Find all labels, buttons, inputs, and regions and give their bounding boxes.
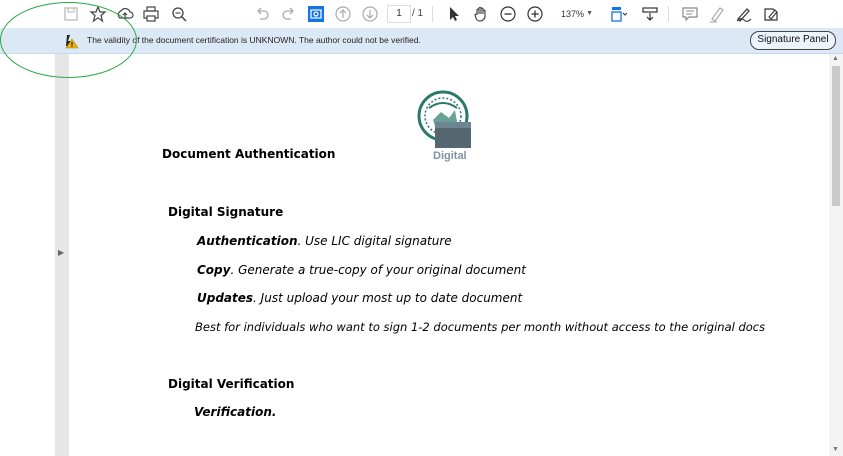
zoom-level-select[interactable] [553,5,597,21]
expand-panel-icon[interactable]: ▶ [58,248,65,257]
document-title: Document Authentication [162,147,336,161]
audience-note: Best for individuals who want to sign 1-2 documents per month without access to the original docs [195,320,766,334]
item-lead: Authentication [197,234,298,248]
zoom-out-icon[interactable] [498,4,518,24]
comment-icon[interactable] [680,4,700,24]
scrollbar-thumb[interactable] [832,66,840,206]
sign-icon[interactable] [734,4,754,24]
signature-panel-button[interactable]: Signature Panel [750,31,836,50]
list-item [197,291,522,305]
print-icon[interactable] [141,4,161,24]
hand-icon[interactable] [471,4,491,24]
top-toolbar [0,0,843,28]
certification-warning-icon [62,31,82,51]
left-gutter [0,54,55,456]
zoom-in-icon[interactable] [525,4,545,24]
toolbar-divider [432,6,433,22]
item-text: . Generate a true-copy of your original document [230,263,526,277]
section-heading-digital-signature: Digital Signature [168,205,284,219]
item-lead: Copy [197,263,231,277]
certification-message: The validity of the document certification is UNKNOWN. The author could not be verified. [87,35,421,45]
zoom-search-icon[interactable] [169,4,189,24]
page-number-input[interactable]: 1 [387,5,411,23]
scroll-down-arrow-icon[interactable]: ▼ [832,446,839,453]
fill-sign-icon[interactable] [761,4,781,24]
read-mode-icon[interactable] [640,4,660,24]
highlight-icon[interactable] [707,4,727,24]
list-item [197,234,452,248]
undo-icon[interactable] [252,4,272,24]
save-icon[interactable] [61,4,81,24]
item-text: . Use LIC digital signature [297,234,452,248]
page-up-icon[interactable] [333,4,353,24]
page-down-icon[interactable] [360,4,380,24]
fit-page-icon[interactable] [608,4,628,24]
page-total: / 1 [412,8,424,19]
select-cursor-icon[interactable] [444,4,464,24]
section-heading-digital-verification: Digital Verification [168,377,295,391]
list-item [197,263,526,277]
toolbar-divider [668,6,669,22]
certification-info-bar [0,28,843,54]
scroll-up-arrow-icon[interactable]: ▲ [832,55,839,62]
upload-icon[interactable] [115,4,135,24]
stamp-label: Digital [433,150,467,162]
zoom-level-value: 137% [561,9,585,19]
chevron-down-icon: ▼ [586,10,593,17]
star-icon[interactable] [88,4,108,24]
snapshot-icon[interactable] [306,4,326,24]
item-text: . Just upload your most up to date document [253,291,523,305]
redo-icon[interactable] [279,4,299,24]
verification-item: Verification. [194,405,277,419]
item-lead: Updates [197,291,254,305]
